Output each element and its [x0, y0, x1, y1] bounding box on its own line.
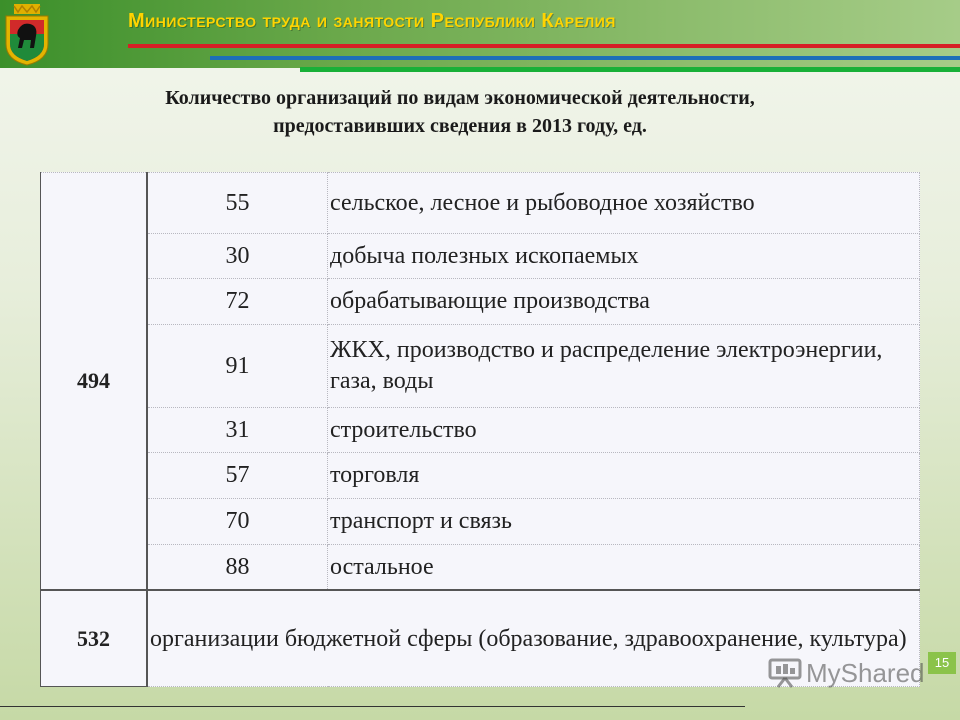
row-sector: обрабатывающие производства	[328, 279, 920, 325]
row-count: 30	[147, 234, 328, 279]
budget-sector-text: организации бюджетной сферы (образование, здравоохранение, культура)	[147, 590, 920, 687]
row-count: 88	[147, 545, 328, 591]
row-sector: транспорт и связь	[328, 499, 920, 545]
table-row	[41, 499, 920, 545]
slide-title-line1: Количество организаций по видам экономической деятельности,	[165, 87, 755, 109]
group2-total: 532	[41, 590, 148, 687]
presentation-icon	[768, 658, 802, 688]
row-count: 70	[147, 499, 328, 545]
table-row	[41, 453, 920, 499]
watermark-text: MyShared	[806, 658, 925, 688]
ministry-title: Министерство труда и занятости Республики Карелия	[128, 10, 616, 32]
row-count: 91	[147, 325, 328, 408]
table-row	[41, 325, 920, 408]
table-row	[41, 173, 920, 234]
row-sector: сельское, лесное и рыбоводное хозяйство	[328, 173, 920, 234]
row-sector: торговля	[328, 453, 920, 499]
header-stripe-green	[300, 67, 960, 72]
row-sector: остальное	[328, 545, 920, 591]
header-stripe-blue	[210, 56, 960, 60]
footer-divider	[0, 706, 745, 707]
row-count: 72	[147, 279, 328, 325]
row-count: 55	[147, 173, 328, 234]
page-number: 15	[928, 652, 956, 674]
header-bar	[0, 0, 960, 68]
table-row	[41, 545, 920, 591]
slide-title-line2: предоставивших сведения в 2013 году, ед.	[273, 115, 647, 137]
row-count: 57	[147, 453, 328, 499]
watermark-logo	[768, 656, 928, 690]
row-sector: добыча полезных ископаемых	[328, 234, 920, 279]
karelia-coat-of-arms-icon	[4, 4, 50, 66]
table-row	[41, 279, 920, 325]
header-stripe-red	[128, 44, 960, 48]
organizations-table	[40, 172, 920, 687]
row-sector: строительство	[328, 408, 920, 453]
row-sector: ЖКХ, производство и распределение электроэнергии, газа, воды	[328, 325, 920, 408]
table-row	[41, 408, 920, 453]
row-count: 31	[147, 408, 328, 453]
slide-title	[40, 84, 880, 140]
group1-total: 494	[41, 173, 148, 591]
table-row	[41, 234, 920, 279]
